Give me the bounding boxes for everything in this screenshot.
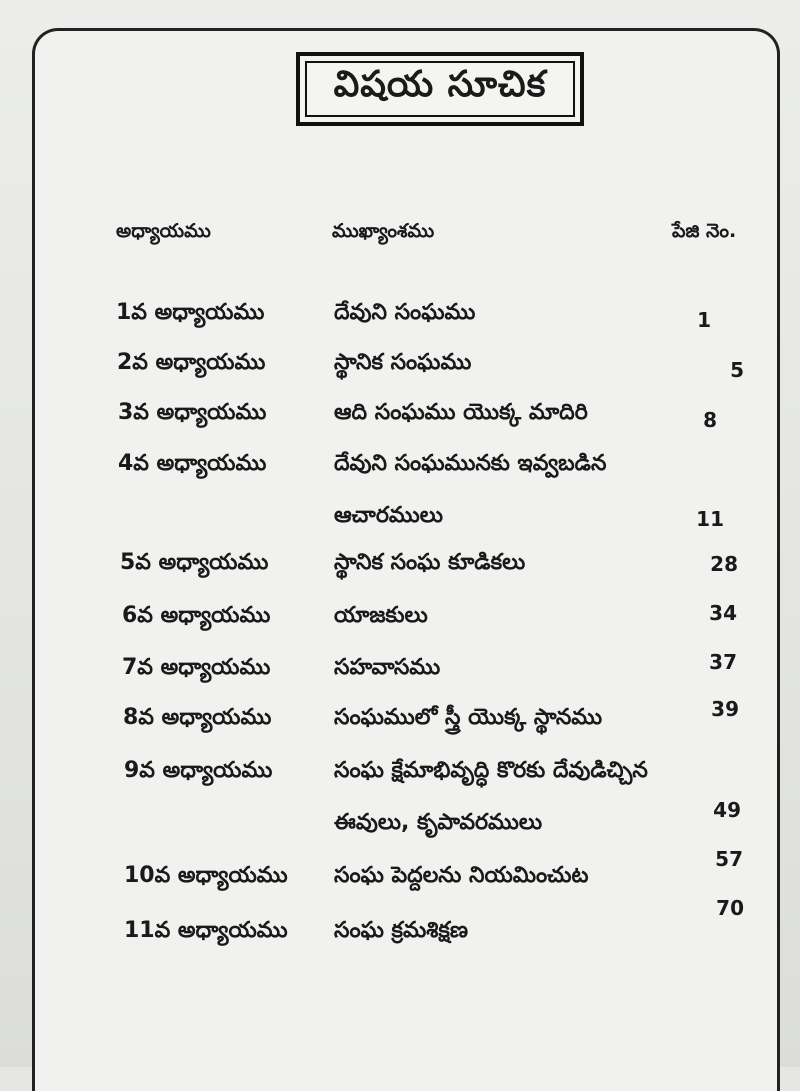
toc-entry [0,451,800,531]
topic-label: ఆది సంఘము యొక్క మాదిరి [334,400,588,425]
page-number: 57 [715,847,743,871]
toc-entry [0,697,800,745]
topic-label: సంఘ క్షేమాభివృద్ధి కొరకు దేవుడిచ్చిన [334,758,648,783]
chapter-label: 2వ అధ్యాయము [117,350,266,375]
topic-label: దేవుని సంఘము [334,300,476,325]
chapter-label: 8వ అధ్యాయము [123,705,272,730]
topic-label: సహవాసము [334,655,441,680]
page-number: 39 [711,697,739,721]
page-number: 5 [730,358,744,382]
topic-label: సంఘ క్రమశిక్షణ [334,918,469,943]
topic-label: స్థానిక సంఘము [334,350,472,375]
chapter-label: 6వ అధ్యాయము [122,603,271,628]
toc-entry [0,300,800,340]
page-title: విషయ సూచిక [305,61,575,117]
page-number: 28 [710,552,738,576]
page-number: 34 [709,601,737,625]
chapter-label: 10వ అధ్యాయము [124,863,288,888]
toc-entry [0,847,800,903]
chapter-label: 5వ అధ్యాయము [120,550,269,575]
page-number: 49 [713,798,741,822]
page-number: 70 [716,896,744,920]
toc-entry [0,896,800,958]
topic-label: స్థానిక సంఘ కూడికలు [334,550,526,575]
title-box [296,52,584,126]
chapter-label: 4వ అధ్యాయము [118,451,267,476]
column-header-chapter: అధ్యాయము [116,220,211,242]
page-number: 8 [703,408,717,432]
topic-label: సంఘ పెద్దలను నియమించుట [334,863,589,888]
toc-entry [0,350,800,390]
topic-continuation: ఈవులు, కృపావరములు [334,810,543,835]
chapter-label: 9వ అధ్యాయము [124,758,273,783]
chapter-label: 11వ అధ్యాయము [124,918,288,943]
toc-entry [0,603,800,643]
chapter-label: 3వ అధ్యాయము [118,400,267,425]
toc-entry [0,758,800,835]
topic-label: సంఘములో స్త్రీ యొక్క స్థానము [334,705,603,730]
toc-entry [0,650,800,695]
toc-entry [0,550,800,590]
page-number: 11 [696,507,724,531]
chapter-label: 1వ అధ్యాయము [116,300,265,325]
toc-entry [0,400,800,440]
chapter-label: 7వ అధ్యాయము [122,655,271,680]
topic-label: యాజకులు [334,603,428,628]
topic-continuation: ఆచారములు [334,503,443,528]
column-header-page: పేజి నెం. [672,220,737,242]
page-number: 37 [709,650,737,674]
column-header-topic: ముఖ్యాంశము [332,220,435,242]
page-number: 1 [697,308,711,332]
topic-label: దేవుని సంఘమునకు ఇవ్వబడిన [334,451,607,476]
